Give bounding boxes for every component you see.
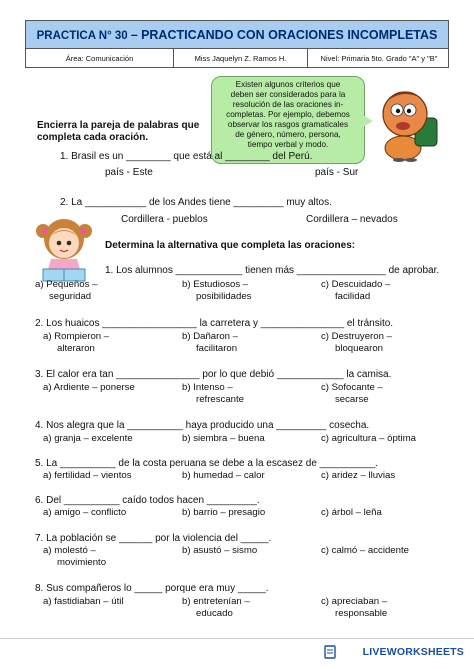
- option-b[interactable]: [182, 382, 244, 406]
- option-text: seguridad: [49, 291, 92, 302]
- option-text: b) Estudiosos –: [182, 279, 249, 290]
- option-text: refrescante: [196, 394, 244, 405]
- option-a[interactable]: a) granja – excelente: [43, 433, 133, 444]
- question-sentence: 2. La ___________ de los Andes tiene _________ muy altos.: [60, 197, 332, 208]
- footer-divider: [0, 638, 474, 639]
- option-text: facilidad: [335, 291, 371, 302]
- part1-instruction-line1: Encierra la pareja de palabras que: [37, 120, 200, 131]
- question-sentence: 2. Los huaicos _________________ la carretera y _______________ el tránsito.: [35, 318, 394, 329]
- question-sentence: 1. Los alumnos ____________ tienen más ________________ de aprobar.: [105, 265, 440, 276]
- option-a[interactable]: [43, 545, 106, 569]
- option-text: bloquearon: [335, 343, 384, 354]
- option-a[interactable]: [43, 382, 135, 394]
- question-sentence: 7. La población se ______ por la violencia del _____.: [35, 533, 272, 544]
- bubble-tail: [361, 114, 373, 128]
- option-text: educado: [196, 608, 233, 619]
- option-b[interactable]: b) barrio – presagio: [182, 507, 266, 518]
- part1-instruction-line2: completa cada oración.: [37, 132, 149, 143]
- option-c[interactable]: c) calmó – accidente: [321, 545, 409, 556]
- title-dash: –: [130, 28, 138, 42]
- question-sentence: 1. Brasil es un ________ que está al ________ del Perú.: [60, 151, 313, 162]
- option-text: c) Descuidado –: [321, 279, 391, 290]
- part2-instruction: Determina la alternativa que completa las oraciones:: [105, 240, 356, 251]
- header-box: [25, 20, 449, 68]
- option-c[interactable]: c) agricultura – óptima: [321, 433, 416, 444]
- option-text: b) Intenso –: [182, 382, 233, 393]
- option-text: b) entretenían –: [182, 596, 250, 607]
- teacher-cell: Miss Jaquelyn Z. Ramos H.: [174, 49, 308, 68]
- question-sentence: 3. El calor era tan _______________ por lo que debió ____________ la camisa.: [35, 369, 392, 380]
- option-b[interactable]: [182, 279, 251, 303]
- bubble-line: deben ser considerados para la: [230, 90, 346, 99]
- option-a[interactable]: a) fertilidad – vientos: [43, 470, 132, 481]
- answer-option[interactable]: Cordillera – nevados: [306, 214, 398, 225]
- bubble-line: Existen algunos criterios que: [235, 80, 341, 89]
- worksheet: [25, 20, 449, 650]
- answer-option[interactable]: país - Sur: [315, 167, 359, 178]
- option-text: a) molestó –: [43, 545, 96, 556]
- cartoon-student-illustration: [375, 80, 445, 162]
- option-c[interactable]: c) aridez – lluvias: [321, 470, 396, 481]
- option-c[interactable]: [321, 331, 392, 355]
- answer-option[interactable]: país - Este: [105, 167, 153, 178]
- option-text: movimiento: [57, 557, 107, 568]
- option-a[interactable]: [43, 331, 109, 355]
- question-sentence: 4. Nos alegra que la __________ haya producido una _________ cosecha.: [35, 420, 370, 431]
- option-text: a) Ardiente – ponerse: [43, 382, 135, 393]
- option-text: c) Sofocante –: [321, 382, 383, 393]
- girl-reading-illustration: [29, 213, 99, 285]
- option-text: c) apreciaban –: [321, 596, 388, 607]
- option-c[interactable]: c) árbol – leña: [321, 507, 382, 518]
- bubble-line: resolución de las oraciones in-: [232, 100, 344, 109]
- option-text: facilitaron: [196, 343, 238, 354]
- option-text: secarse: [335, 394, 369, 405]
- option-b[interactable]: b) asustó – sismo: [182, 545, 258, 556]
- question-sentence: 8. Sus compañeros lo _____ porque era muy _____.: [35, 583, 269, 594]
- bubble-line: tiempo verbal y modo.: [247, 140, 329, 149]
- area-cell: Área: Comunicación: [26, 49, 174, 68]
- option-c[interactable]: [321, 382, 383, 406]
- level-cell: Nivel: Primaria 5to. Grado "A" y "B": [320, 54, 438, 63]
- header-info-row: [26, 49, 448, 68]
- option-a[interactable]: a) amigo – conflicto: [43, 507, 127, 518]
- bubble-line: observar los rasgos gramaticales: [227, 120, 349, 129]
- option-b[interactable]: [182, 331, 238, 355]
- option-text: c) Destruyeron –: [321, 331, 392, 342]
- option-c[interactable]: [321, 596, 387, 620]
- bubble-line: de género, número, persona,: [235, 130, 341, 139]
- answer-option[interactable]: Cordillera - pueblos: [121, 214, 208, 225]
- option-text: alteraron: [57, 343, 95, 354]
- liveworksheets-brand[interactable]: LIVEWORKSHEETS: [362, 646, 464, 658]
- option-text: responsable: [335, 608, 388, 619]
- option-text: b) Dañaron –: [182, 331, 238, 342]
- bubble-line: completas. Por ejemplo, debemos: [226, 110, 350, 119]
- worksheet-title: [26, 21, 448, 49]
- question-sentence: 5. La __________ de la costa peruana se debe a la escasez de __________.: [35, 458, 379, 469]
- option-a[interactable]: [35, 279, 97, 303]
- title-text: PRACTICANDO CON ORACIONES INCOMPLETAS: [141, 28, 438, 42]
- option-text: a) Pequeños –: [35, 279, 98, 290]
- option-b[interactable]: b) siembra – buena: [182, 433, 265, 444]
- option-b[interactable]: b) humedad – calor: [182, 470, 265, 481]
- option-c[interactable]: [321, 279, 390, 303]
- option-text: posibilidades: [196, 291, 252, 302]
- liveworksheets-logo-icon: [324, 645, 336, 659]
- option-text: a) Rompieron –: [43, 331, 110, 342]
- question-sentence: 6. Del __________ caído todos hacen _________.: [35, 495, 260, 506]
- option-b[interactable]: [182, 596, 250, 620]
- practice-number: PRACTICA N° 30: [36, 30, 128, 42]
- option-a[interactable]: a) fastidiaban – útil: [43, 596, 124, 607]
